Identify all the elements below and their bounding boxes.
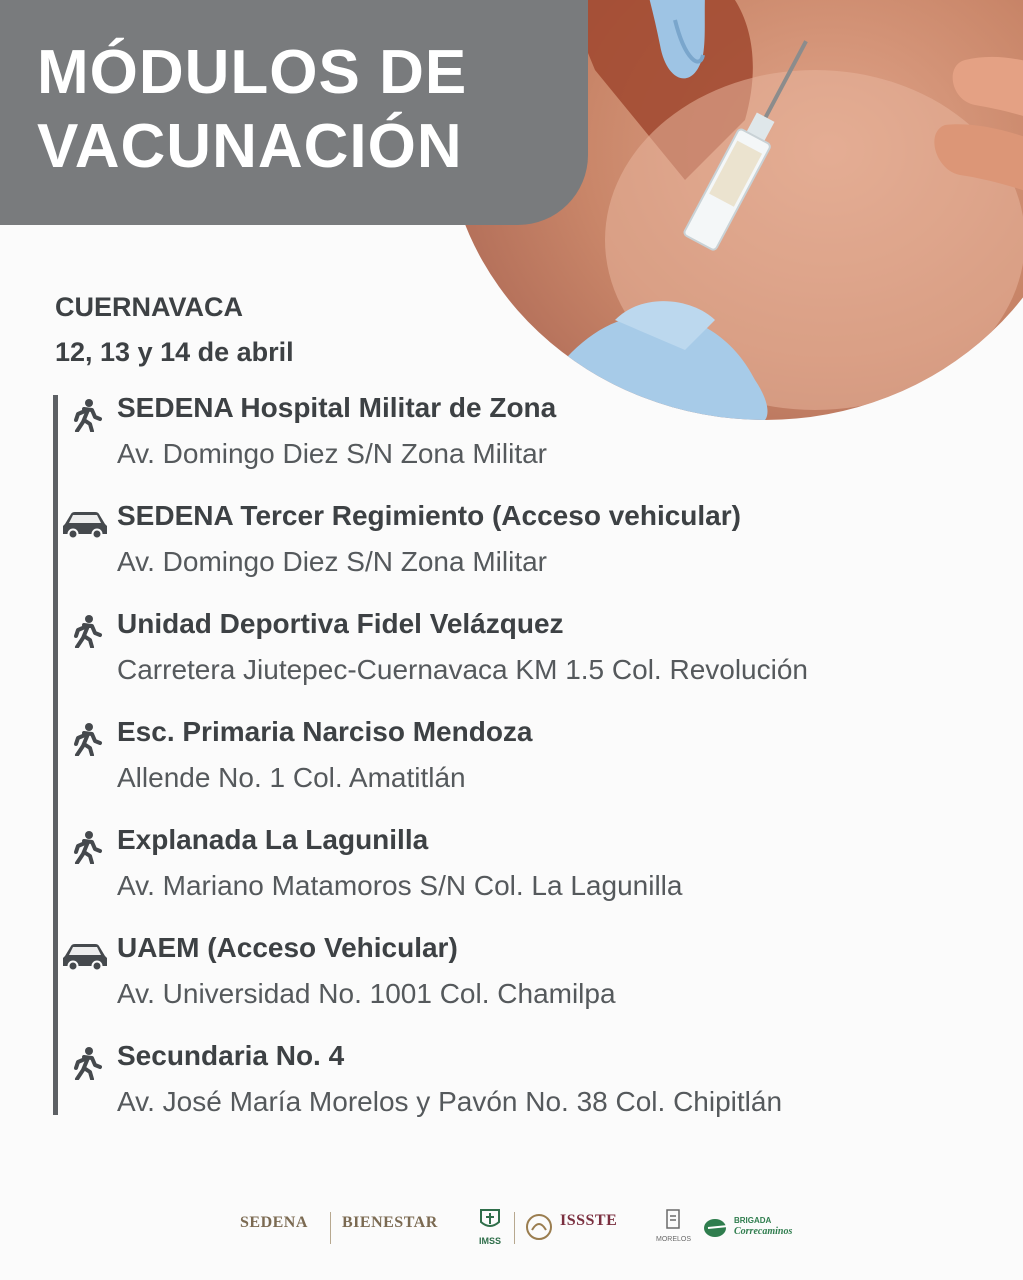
walking-icon: [62, 830, 108, 864]
imss-label: IMSS: [478, 1236, 501, 1246]
morelos-emblem-icon: [665, 1208, 681, 1232]
location-item: [62, 392, 962, 482]
footer-logos: [232, 1200, 802, 1260]
issste-emblem-icon: [524, 1212, 554, 1242]
location-item: [62, 1040, 962, 1130]
city-label: CUERNAVACA: [55, 292, 243, 322]
car-icon: [62, 938, 108, 972]
location-address: Av. Domingo Diez S/N Zona Militar: [117, 546, 547, 577]
brigada-label: BRIGADA: [734, 1216, 772, 1225]
location-item: [62, 500, 962, 590]
walking-icon: [62, 614, 108, 648]
logo-divider: [330, 1212, 331, 1244]
bienestar-logo: BIENESTAR: [342, 1214, 438, 1231]
location-address: Carretera Jiutepec-Cuernavaca KM 1.5 Col. Revolución: [117, 654, 808, 685]
walking-icon: [62, 722, 108, 756]
issste-logo: [524, 1212, 618, 1246]
location-name: SEDENA Hospital Militar de Zona: [117, 392, 557, 423]
dates-label: 12, 13 y 14 de abril: [55, 337, 294, 367]
walking-icon: [62, 398, 108, 432]
location-item: [62, 824, 962, 914]
location-name: Unidad Deportiva Fidel Velázquez: [117, 608, 564, 639]
location-address: Av. Domingo Diez S/N Zona Militar: [117, 438, 547, 469]
location-name: Explanada La Lagunilla: [117, 824, 429, 855]
location-name: UAEM (Acceso Vehicular): [117, 932, 458, 963]
title-line-2: VACUNACIÓN: [37, 112, 463, 181]
brigada-correcaminos-logo: [702, 1216, 793, 1244]
walking-icon: [62, 1046, 108, 1080]
location-address: Allende No. 1 Col. Amatitlán: [117, 762, 466, 793]
location-item: [62, 716, 962, 806]
page-title: [37, 36, 577, 184]
car-icon: [62, 506, 108, 540]
timeline-bar: [53, 395, 58, 1115]
location-item: [62, 608, 962, 698]
sedena-logo: SEDENA: [240, 1214, 308, 1231]
location-name: Secundaria No. 4: [117, 1040, 345, 1071]
title-line-1: MÓDULOS DE: [37, 38, 468, 107]
location-name: Esc. Primaria Narciso Mendoza: [117, 716, 533, 747]
morelos-label: MORELOS: [656, 1236, 692, 1243]
morelos-logo: [656, 1208, 690, 1243]
issste-label: ISSSTE: [560, 1212, 618, 1229]
brigada-emblem-icon: [702, 1216, 732, 1240]
location-item: [62, 932, 962, 1022]
imss-emblem-icon: [479, 1208, 501, 1232]
location-address: Av. Universidad No. 1001 Col. Chamilpa: [117, 978, 616, 1009]
location-name: SEDENA Tercer Regimiento (Acceso vehicular): [117, 500, 741, 531]
logo-divider: [514, 1212, 515, 1244]
location-address: Av. José María Morelos y Pavón No. 38 Col. Chipitlán: [117, 1086, 783, 1117]
location-address: Av. Mariano Matamoros S/N Col. La Lagunilla: [117, 870, 683, 901]
correcaminos-label: Correcaminos: [734, 1226, 793, 1237]
imss-logo: [476, 1208, 504, 1246]
